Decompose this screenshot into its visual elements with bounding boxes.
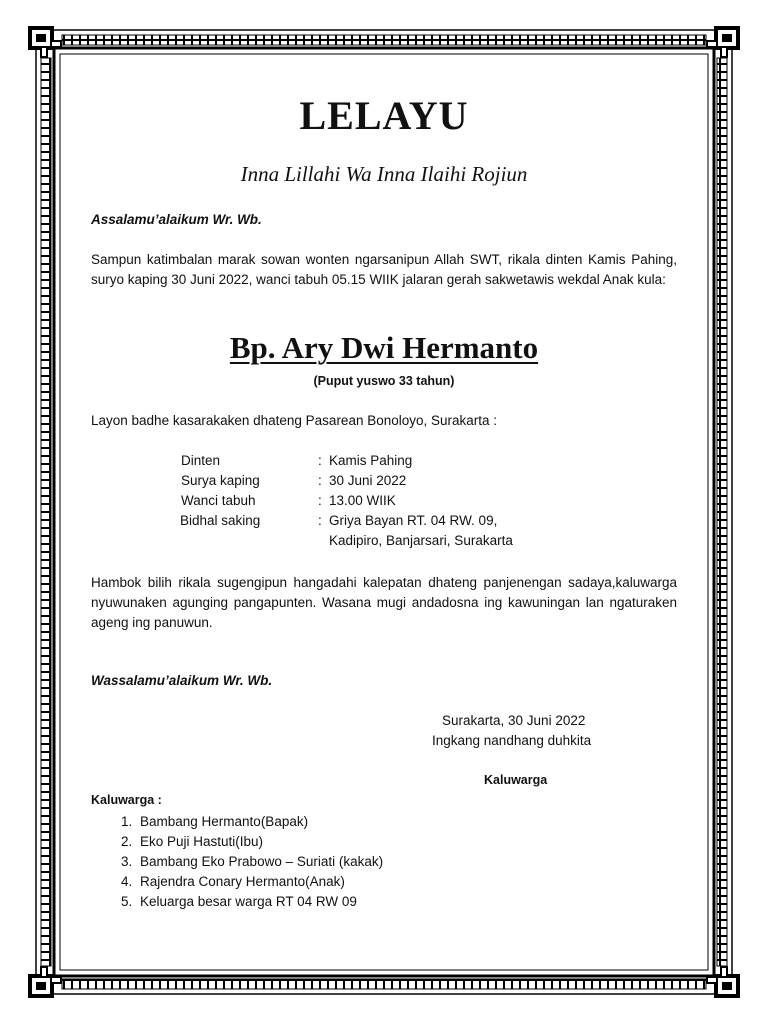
detail-value: Griya Bayan RT. 04 RW. 09, (329, 513, 498, 528)
deceased-age: (Puput yuswo 33 tahun) (313, 374, 455, 388)
detail-value: 13.00 WIIK (329, 493, 396, 508)
detail-label: Wanci tabuh (181, 493, 256, 508)
detail-value: 30 Juni 2022 (329, 473, 407, 488)
detail-colon: : (318, 513, 322, 528)
list-item: 4. Rajendra Conary Hermanto(Anak) (136, 872, 383, 892)
signature-place-date: Surakarta, 30 Juni 2022 (442, 713, 586, 728)
detail-value-continued: Kadipiro, Banjarsari, Surakarta (329, 533, 513, 548)
list-item: 1. Bambang Hermanto(Bapak) (136, 812, 383, 832)
list-item: 3. Bambang Eko Prabowo – Suriati (kakak) (136, 852, 383, 872)
detail-colon: : (318, 453, 322, 468)
detail-colon: : (318, 473, 322, 488)
detail-value: Kamis Pahing (329, 453, 413, 468)
deceased-name: Bp. Ary Dwi Hermanto (229, 330, 539, 365)
burial-intro: Layon badhe kasarakaken dhateng Pasarean Bonoloyo, Surakarta : (91, 413, 498, 428)
detail-label: Bidhal saking (180, 513, 261, 528)
page-title: LELAYU (299, 93, 469, 138)
intro-paragraph: Sampun katimbalan marak sowan wonten ngarsanipun Allah SWT, rikala dinten Kamis Pahing, suryo kaping 30 Juni 2022, wanci tabuh 05.15 WIIK jalaran gerah sakwetawis wekdal Anak kula: (91, 252, 677, 287)
closing-greeting: Wassalamu’alaikum Wr. Wb. (91, 673, 273, 688)
opening-greeting: Assalamu’alaikum Wr. Wb. (91, 212, 262, 227)
apology-paragraph: Hambok bilih rikala sugengipun hangadahi kalepatan dhateng panjenengan sadaya,kaluwarga nyuwunaken agunging pangapunten. Wasana mugi andadosna ing kawuningan lan ngaturaken ageng ing panuwun. (91, 575, 677, 630)
family-heading: Kaluwarga : (91, 793, 162, 807)
family-list (108, 812, 383, 912)
detail-label: Surya kaping (181, 473, 260, 488)
list-item: 2. Eko Puji Hastuti(Ibu) (136, 832, 383, 852)
detail-colon: : (318, 493, 322, 508)
signature-signer: Kaluwarga (484, 773, 548, 787)
list-item: 5. Keluarga besar warga RT 04 RW 09 (136, 892, 383, 912)
page-subtitle: Inna Lillahi Wa Inna Ilaihi Rojiun (240, 162, 528, 186)
detail-label: Dinten (181, 453, 221, 468)
signature-mourner: Ingkang nandhang duhkita (432, 733, 592, 748)
